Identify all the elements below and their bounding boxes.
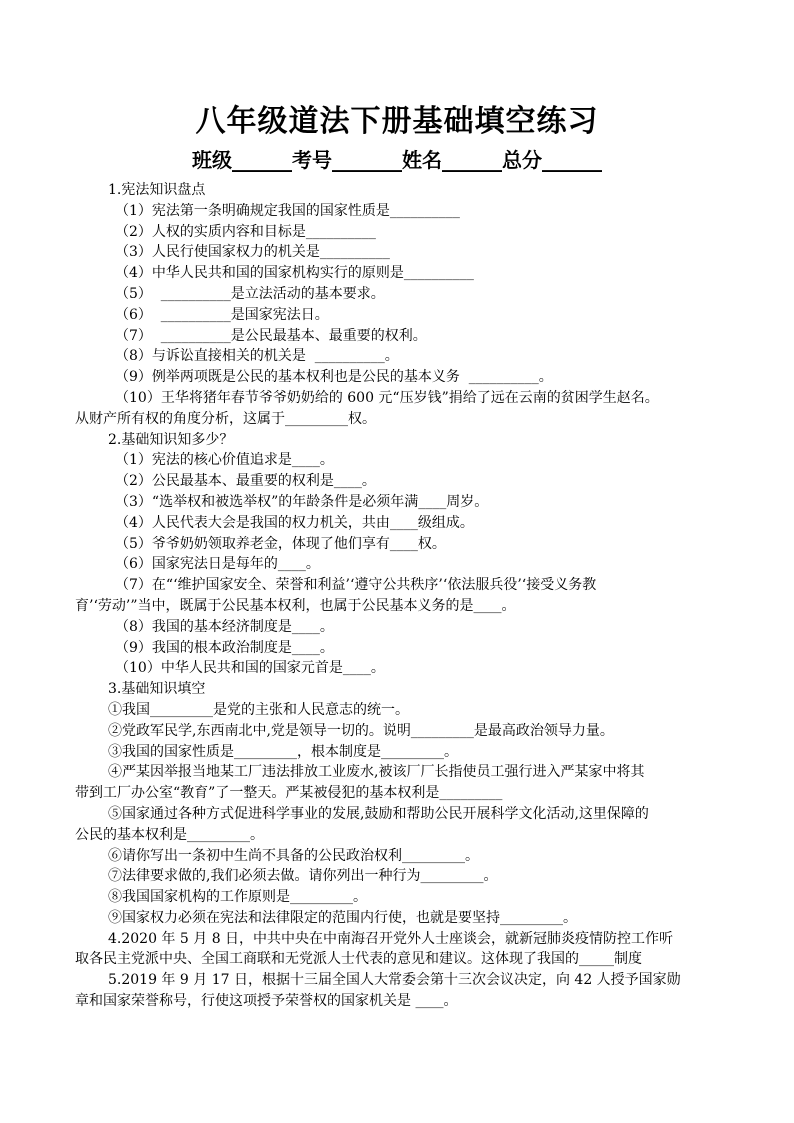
- section-heading: 4.2020 年 5 月 8 日，中共中央在中南海召开党外人士座谈会，就新冠肺炎疫情防控工作听: [108, 930, 674, 947]
- question-line: ②党政军民学,东西南北中,党是领导一切的。说明_________是最高政治领导力量。: [108, 722, 614, 739]
- question-line: （3）人民行使国家权力的机关是__________: [115, 244, 390, 261]
- page-title: 八年级道法下册基础填空练习: [195, 104, 599, 139]
- section-heading: 3.基础知识填空: [108, 681, 206, 698]
- question-line: 带到工厂办公室“教育”了一整天。严某被侵犯的基本权利是_________: [75, 785, 503, 802]
- question-line: （6）国家宪法日是每年的____。: [115, 556, 320, 573]
- question-line: （10）王华将猪年春节爷爷奶奶给的 600 元“压岁钱”捐给了远在云南的贫困学生赵名。: [115, 389, 659, 406]
- question-line: （6） __________是国家宪法日。: [115, 306, 329, 323]
- question-line: ①我国_________是党的主张和人民意志的统一。: [108, 701, 409, 718]
- question-line: （1）宪法第一条明确规定我国的国家性质是__________: [115, 202, 460, 219]
- question-line: 章和国家荣誉称号，行使这项授予荣誉权的国家机关是 ____。: [75, 993, 458, 1010]
- question-list: [0, 180, 794, 1012]
- question-line: （5） __________是立法活动的基本要求。: [115, 285, 385, 302]
- question-line: （8）与诉讼直接相关的机关是 __________。: [115, 348, 399, 365]
- question-line: （9）例举两项既是公民的基本权利也是公民的基本义务 __________。: [115, 369, 553, 386]
- question-line: （5）爷爷奶奶领取养老金，体现了他们享有____权。: [115, 535, 446, 552]
- question-line: （3）“选举权和被选举权”的年龄条件是必须年满____周岁。: [115, 493, 489, 510]
- question-line: 育’‘劳动’”当中，既属于公民基本权利，也属于公民基本义务的是____。: [75, 597, 516, 614]
- student-info-line: 班级______考号_______姓名______总分______: [192, 148, 602, 172]
- question-line: （9）我国的根本政治制度是____。: [115, 639, 334, 656]
- question-line: （10）中华人民共和国的国家元首是____。: [115, 660, 385, 677]
- question-line: （1）宪法的核心价值追求是____。: [115, 452, 334, 469]
- question-line: （7） __________是公民最基本、最重要的权利。: [115, 327, 427, 344]
- question-line: ⑦法律要求做的,我们必须去做。请你列出一种行为_________。: [108, 868, 498, 885]
- question-line: ⑤国家通过各种方式促进科学事业的发展,鼓励和帮助公民开展科学文化活动,这里保障的: [108, 805, 649, 822]
- question-line: （4）人民代表大会是我国的权力机关，共由____级组成。: [115, 514, 474, 531]
- question-line: ⑨国家权力必须在宪法和法律限定的范围内行使，也就是要坚持_________。: [108, 909, 577, 926]
- section-heading: 1.宪法知识盘点: [108, 182, 206, 198]
- question-line: （2）公民最基本、最重要的权利是____。: [115, 473, 376, 490]
- question-line: ④严某因举报当地某工厂违法排放工业废水,被该厂厂长指使员工强行进入严某家中将其: [108, 764, 645, 781]
- question-line: （8）我国的基本经济制度是____。: [115, 618, 334, 635]
- question-line: （7）在“‘维护国家安全、荣誉和利益’‘遵守公共秩序’‘依法服兵役’‘接受义务教: [115, 577, 597, 594]
- question-line: （4）中华人民共和国的国家机构实行的原则是__________: [115, 265, 474, 282]
- section-heading: 5.2019 年 9 月 17 日，根据十三届全国人大常委会第十三次会议决定，向 42 人授予国家勋: [108, 972, 681, 989]
- section-heading: 2.基础知识知多少？: [108, 431, 234, 448]
- question-line: ⑥请你写出一条初中生尚不具备的公民政治权利_________。: [108, 847, 479, 864]
- question-line: （2）人权的实质内容和目标是__________: [115, 223, 376, 240]
- question-line: 取各民主党派中央、全国工商联和无党派人士代表的意见和建议。这体现了我国的_____制度: [75, 951, 642, 968]
- question-line: 从财产所有权的角度分析，这属于_________权。: [75, 410, 376, 427]
- question-line: ③我国的国家性质是_________，根本制度是_________。: [108, 743, 458, 760]
- question-line: 公民的基本权利是_________。: [75, 826, 264, 843]
- question-line: ⑧我国国家机构的工作原则是_________。: [108, 889, 367, 906]
